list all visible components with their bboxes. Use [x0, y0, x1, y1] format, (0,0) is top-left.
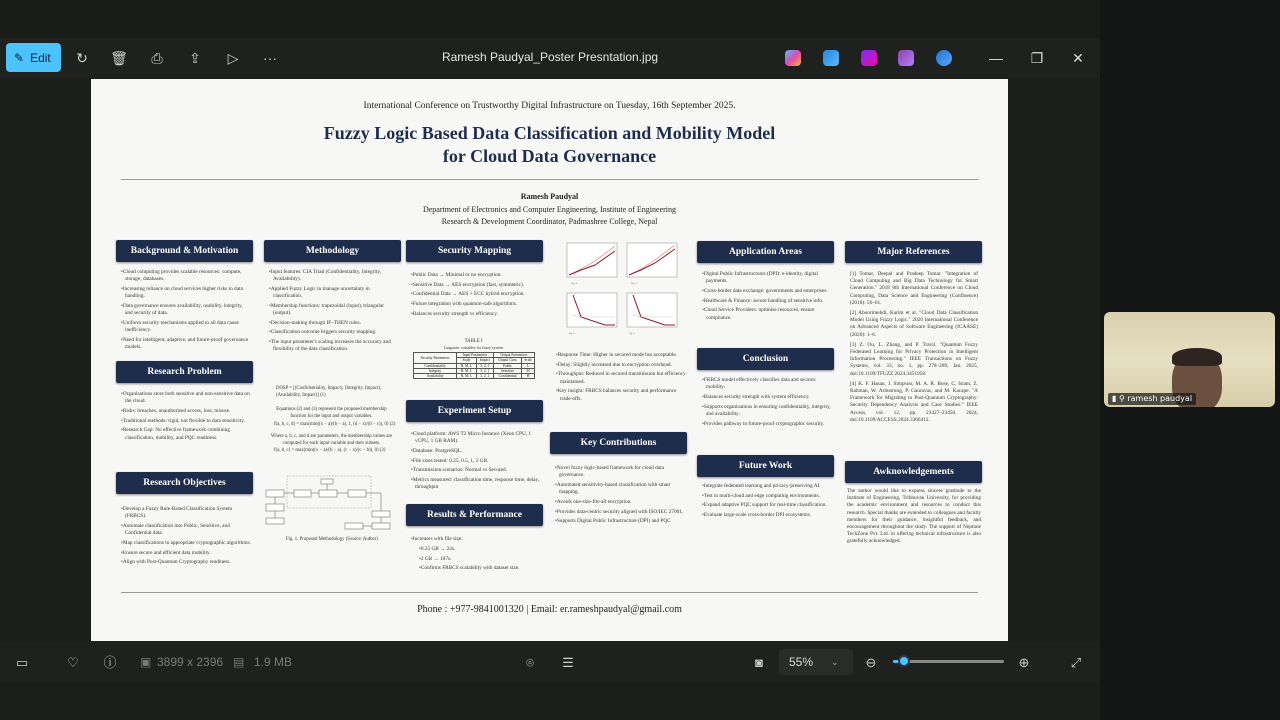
future-list	[702, 483, 832, 522]
section-header-methodology: Methodology	[264, 240, 401, 262]
zoom-level: 55%	[789, 655, 814, 669]
result-notes-list	[556, 352, 686, 405]
list-item: • File sizes tested: 0.25, 0.5, 1, 2 GB.	[411, 458, 541, 465]
acknowledgements-text: The author would like to express sincere gratitude to the Institute of Engineering, Tribhuvan University, for providing the academic environment and resources to conduct this research. Special thanks are extended to colleagues and faculty members for their guidance, insightful feedback, and encouragement throughout the study. The support of Neptune TechZone Pvt. Ltd. in offering technical infrastructure is also gratefully acknowledged.	[847, 488, 981, 545]
section-header-objectives: Research Objectives	[116, 472, 253, 494]
list-item: • Ensure secure and efficient data mobility.	[121, 550, 251, 557]
flow-node	[266, 504, 284, 511]
zoom-in-icon[interactable]: ⊕	[1018, 655, 1030, 670]
visual-search-icon[interactable]: ⌾	[526, 655, 534, 670]
edit-button[interactable]	[6, 43, 61, 72]
list-item: • Confirms FRBCS scalability with dataset size.	[419, 565, 541, 572]
fullscreen-icon[interactable]: ⤢	[1070, 655, 1082, 670]
list-item: • Balances security strength with system efficiency.	[702, 394, 832, 401]
title-line-2: for Cloud Data Governance	[442, 146, 657, 166]
filmstrip-icon[interactable]: ▭	[15, 655, 29, 670]
divider	[121, 179, 978, 180]
participant-label	[1108, 393, 1196, 405]
list-item: • Sensitive Data → AES encryption (fast, symmetric).	[411, 282, 541, 289]
title-line-1: Fuzzy Logic Based Data Classification and Mobility Model	[323, 123, 776, 143]
reference-item: [4] K. F. Hasan, J. Simpson, M. A. R. Bose, C. Islam, Z. Rahman, W. Armstrong, P. Gauravas, and M. Kacape. "A Framework for Migrating to Post-Quantum Cryptography: Security Dependency Analysis and Case Studies." IEEE Access, vol. 12, pp. 23427–23450, 2024, doi:10.1109/ACCESS.2024.3366412.	[850, 380, 978, 423]
contact-footer: Phone : +977-9841001320 | Email: er.rameshpaudyal@gmail.com	[417, 604, 682, 615]
list-item: • Transmission scenarios: Normal vs Secured.	[411, 467, 541, 474]
list-item: • Supports organisations in ensuring confidentiality, integrity, and availability.	[702, 404, 832, 418]
table-row: Availability H, M, L 3, 2, 1 Confidential H	[414, 374, 535, 379]
list-item: • Risks: breaches, unauthorised access, loss, misuse.	[121, 408, 251, 415]
chevron-down-icon: ⌄	[831, 656, 839, 667]
flow-node	[348, 490, 366, 497]
zoom-out-icon[interactable]: ⊖	[865, 655, 877, 670]
list-item: • 2 GB → 187s.	[419, 556, 541, 563]
results-charts	[561, 241, 689, 341]
list-item: • 0.25 GB → 22s.	[419, 546, 541, 553]
window-title: Ramesh Paudyal_Poster Presntation.jpg	[441, 50, 659, 64]
affiliation-2: Research & Development Coordinator, Padmashree College, Nepal	[441, 217, 658, 226]
print-icon[interactable]: ⎙	[151, 50, 163, 66]
list-item: • Public Data → Minimal or no encryption.	[411, 272, 541, 279]
section-header-contributions: Key Contributions	[550, 432, 687, 454]
info-icon[interactable]: ⓘ	[103, 655, 117, 670]
objectives-list	[121, 506, 251, 569]
list-item: • Automate classification into Public, Sensitive, and Confidential data.	[121, 523, 251, 537]
linguistic-variables-table: Security Parameters Input Parameters Output Parameters Scale Impact Output Class Scale Confidentiality H, M, L 3, 2, 1 Public L Integrity H, M, L 3, 2, 1 Sensitive M Availability H, M, L 3, 2, 1 Confidential H	[413, 352, 535, 379]
onedrive-icon[interactable]	[936, 50, 952, 66]
equation-1: DOSP = [(Confidentiality, Impact), (Integrity, Impact), (Availability, Impact)] (1)	[276, 386, 382, 398]
figure-caption: Fig. 1. Proposed Methodology (Source: Author)	[286, 537, 379, 542]
poster-title	[91, 122, 1008, 168]
zoom-slider-thumb[interactable]	[898, 655, 910, 667]
section-header-conclusion: Conclusion	[697, 348, 834, 370]
image-dimensions: 3899 x 2396	[157, 655, 224, 669]
list-item: • Novel fuzzy logic-based framework for cloud data governance.	[555, 465, 685, 479]
section-header-results: Results & Performance	[406, 504, 543, 526]
favorite-icon[interactable]: ♡	[67, 655, 79, 670]
rotate-icon[interactable]: ↻	[76, 50, 88, 66]
equation-2: f(a, b, c, d) = max(min((x − a)/(b − a), 1, (d − x)/(d − c)), 0) (2)	[274, 422, 396, 427]
table-subtitle: Linguistic variables for fuzzy system	[443, 345, 504, 350]
list-item: • Expand adaptive PQC support for real-time classification.	[702, 502, 832, 509]
edit-icon: ✎	[14, 50, 25, 65]
list-item: • Key insight: FRBCS balances security and performance trade-offs.	[556, 388, 686, 402]
list-item: • Research Gap: No effective framework combining classification, mobility, and PQC readiness.	[121, 427, 251, 441]
flow-node	[266, 490, 284, 497]
section-header-security: Security Mapping	[406, 240, 543, 262]
photos-editor-icon[interactable]	[823, 50, 839, 66]
chart-delay-time	[627, 243, 677, 285]
list-item: • Organisations store both sensitive and non-sensitive data on the cloud.	[121, 391, 251, 405]
conclusion-list	[702, 377, 832, 430]
table-row: Integrity H, M, L 3, 2, 1 Sensitive M	[414, 368, 535, 373]
section-header-references: Major References	[845, 241, 982, 263]
list-item: • Provides pathway to future-proof cryptographic security.	[702, 421, 832, 428]
table-row: Confidentiality H, M, L 3, 2, 1 Public L	[414, 363, 535, 368]
section-header-future: Future Work	[697, 455, 834, 477]
flow-node	[345, 523, 363, 529]
list-item: • Classification outcome triggers security mapping.	[269, 329, 399, 336]
list-item: • Confidential Data → AES + ECC hybrid encryption.	[411, 291, 541, 298]
list-item: • Membership functions: trapezoidal (input), triangular (output).	[269, 303, 399, 317]
close-button[interactable]: ✕	[1072, 50, 1084, 66]
reference-item: [1] Tomar, Deepal and Pradeep Tomar. "Integration of Cloud Computing and Big Data Technology for Smart Generation." 2018 8th International Conference on Cloud Computing, Data Science and Engineering (Confluence) (2018): 56–61.	[850, 271, 978, 306]
poster-image	[91, 79, 1008, 641]
list-item: • Cloud Service Providers: optimise resources, ensure compliance.	[702, 307, 832, 321]
list-item: • Applied Fuzzy Logic to manage uncertainty in classification.	[269, 286, 399, 300]
reference-item: [2] Aboorimehdi, Karim et al. "Cloud Data Classification Model Using Fuzzy Logic." 2020 International Conference on Advanced Aspects of Software Engineering (ICAASE) (2020): 1–6.	[850, 310, 978, 338]
list-item: • Traditional methods: rigid, not flexible to data sensitivity.	[121, 418, 251, 425]
chart-throughput-1	[567, 293, 617, 335]
list-item: • Cloud platform: AWS T2 Micro Instance (Xeon CPU, 1 vCPU, 1 GB RAM).	[411, 431, 541, 445]
list-item: • Provides data-centric security aligned with ISO/IEC 27001.	[555, 509, 685, 516]
signal-icon: ▮	[1112, 394, 1117, 403]
list-item: • Throughput: Reduced in secured transmission but efficiency maintained.	[556, 371, 686, 385]
clipchamp-icon[interactable]	[861, 50, 877, 66]
methodology-list	[269, 269, 399, 356]
flow-node	[294, 490, 311, 497]
list-item: • Balances security strength vs efficiency.	[411, 311, 541, 318]
problem-list	[121, 391, 251, 444]
list-item: • Input features: CIA Triad (Confidentiality, Integrity, Availability).	[269, 269, 399, 283]
affiliation-1: Department of Electronics and Computer Engineering, Institute of Engineering	[422, 205, 677, 214]
edit-label: Edit	[30, 50, 51, 65]
list-item: • Delay: Slightly increased due to encryption overhead.	[556, 362, 686, 369]
list-item: • Map classifications to appropriate cryptographic algorithms.	[121, 540, 251, 547]
flow-node	[372, 523, 390, 529]
list-item: • Cloud computing provides scalable resources: compute, storage, databases.	[121, 269, 251, 283]
equation-text-2: Where a, b, c, and d are parameters, the membership values are computed for each input variable and their subsets.	[270, 434, 393, 446]
section-header-background: Background & Motivation	[116, 240, 253, 262]
section-header-acknowledgements: Awknowledgements	[845, 461, 982, 483]
section-header-experiment: Experiment Setup	[406, 400, 543, 422]
dimensions-icon: ▣	[140, 655, 152, 669]
text-scan-icon[interactable]: ☰	[562, 655, 574, 670]
list-item: • Data governance ensures availability, usability, integrity, and security of data.	[121, 303, 251, 317]
list-item: • Increasing reliance on cloud services higher risks in data handling.	[121, 286, 251, 300]
conference-line: International Conference on Trustworthy Digital Infrastructure on Tuesday, 16th September 2025.	[363, 101, 736, 111]
file-size: 1.9 MB	[254, 655, 293, 669]
equation-3: f(a, b, c) = max(min((x − a)/(b − a), (c − x)/(c − b)), 0) (3)	[274, 448, 386, 453]
participant-hair	[1172, 348, 1222, 366]
list-item: • Future integration with quantum-safe algorithms.	[411, 301, 541, 308]
table-title: TABLE I	[464, 339, 483, 344]
contributions-list	[555, 465, 685, 528]
applications-list	[702, 271, 832, 324]
list-item: • Decision-making through IF–THEN rules.	[269, 320, 399, 327]
footer-divider	[121, 592, 978, 593]
list-item: • Uniform security mechanisms applied to all data cause inefficiency.	[121, 320, 251, 334]
slideshow-icon[interactable]: ▷	[227, 50, 239, 66]
list-item: • Need for intelligent, adaptive, and future-proof governance models.	[121, 337, 251, 351]
list-item: • The input parameter's scaling increases the accuracy and flexibility of the data classification.	[269, 339, 399, 353]
list-item: • Evaluate large-scale cross-border DPI ecosystems.	[702, 512, 832, 519]
flow-node	[321, 479, 333, 484]
references-list	[850, 271, 978, 427]
filesize-icon: ▤	[233, 655, 245, 669]
title-strip	[0, 0, 1100, 38]
section-header-problem: Research Problem	[116, 361, 253, 383]
equation-text-1: Equations (2) and (3) represent the proposed membership function for the input and output variables.	[276, 407, 387, 419]
flow-node	[266, 518, 284, 524]
copilot-icon[interactable]	[785, 50, 801, 66]
svg-text:Fig. 2.: Fig. 2.	[571, 282, 578, 285]
section-header-applications: Application Areas	[697, 241, 834, 263]
share-icon[interactable]: ⇪	[189, 50, 201, 66]
methodology-flowchart	[265, 474, 393, 534]
designer-icon[interactable]	[898, 50, 914, 66]
minimize-button[interactable]: —	[989, 50, 1003, 66]
svg-text:Fig. 4.: Fig. 4.	[569, 333, 575, 335]
restore-button[interactable]: ❐	[1030, 50, 1044, 66]
security-list	[411, 272, 541, 321]
list-item: • Automated sensitivity-based classification with smart mapping.	[555, 482, 685, 496]
background-list	[121, 269, 251, 354]
list-item: • Cross-border data exchange: governments and enterprises.	[702, 288, 832, 295]
list-item: • FRBCS model effectively classifies data and secures mobility.	[702, 377, 832, 391]
experiment-list	[411, 431, 541, 494]
author-name: Ramesh Paudyal	[520, 192, 579, 201]
results-list	[411, 536, 541, 546]
participant-name: ramesh paudyal	[1127, 394, 1193, 403]
list-item: • Response Time: Higher in secured mode but acceptable.	[556, 352, 686, 359]
list-item: • Avoids one-size-fits-all encryption.	[555, 499, 685, 506]
results-sublist	[419, 546, 541, 575]
delete-icon[interactable]: 🗑	[110, 50, 128, 66]
chart-throughput-2	[627, 293, 677, 335]
list-item: • Increases with file size:	[411, 536, 541, 543]
reference-item: [3] Z. Ou, L. Zhang, and P. Travil. "Quantum Fuzzy Federated Learning for Privacy Protection in Intelligent Information Processing." IEEE Transactions on Fuzzy Systems, vol. 33, no. 1, pp. 278–289, Jan. 2025, doi:10.1109/TFUZZ.2024.3451958.	[850, 341, 978, 377]
actual-size-icon[interactable]: ◙	[755, 655, 763, 670]
list-item: • Test in multi-cloud and edge computing environments.	[702, 493, 832, 500]
flow-node	[372, 511, 390, 517]
list-item: • Integrate federated learning and privacy-preserving AI.	[702, 483, 832, 490]
chart-response-time	[567, 243, 617, 285]
list-item: • Supports Digital Public Infrastructure (DPI) and PQC	[555, 518, 685, 525]
list-item: • Database: PostgreSQL.	[411, 448, 541, 455]
list-item: • Digital Public Infrastructures (DPI): e-identity, digital payments.	[702, 271, 832, 285]
zoom-level-select[interactable]	[779, 649, 853, 675]
list-item: • Develop a Fuzzy Rule-Based Classification System (FRBCS).	[121, 506, 251, 520]
list-item: • Healthcare & Finance: secure handling of sensitive info.	[702, 298, 832, 305]
svg-text:Fig. 3.: Fig. 3.	[631, 282, 638, 285]
video-participant-tile[interactable]	[1104, 312, 1275, 407]
svg-text:Fig. 5.: Fig. 5.	[629, 333, 635, 335]
flow-node	[319, 490, 337, 497]
list-item: • Metrics measured: classification time, response time, delay, throughput	[411, 477, 541, 491]
pin-icon: ⚲	[1118, 394, 1125, 403]
list-item: • Align with Post-Quantum Cryptography readiness.	[121, 559, 251, 566]
more-icon[interactable]: ···	[263, 50, 277, 66]
